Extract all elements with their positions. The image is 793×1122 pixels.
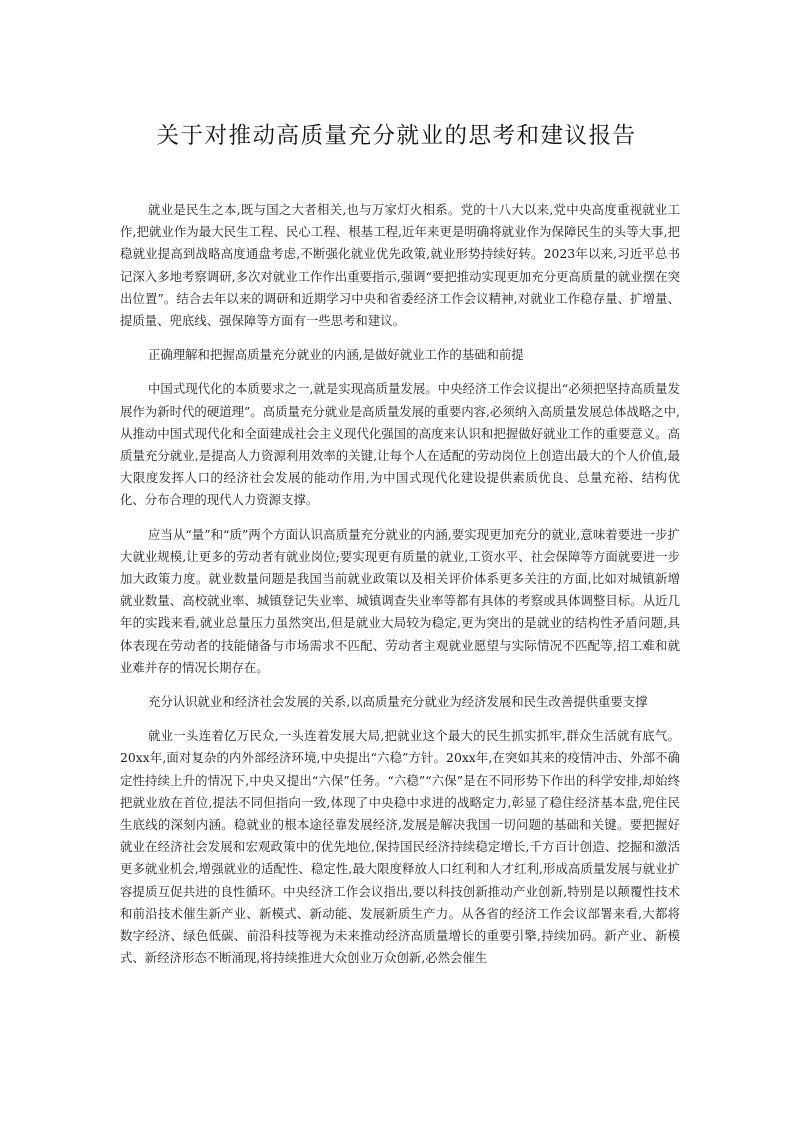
section-heading-connotation: 正确理解和把握高质量充分就业的内涵,是做好就业工作的基础和前提: [148, 347, 524, 363]
section-heading-employment-and-development: 充分认识就业和经济社会发展的关系,以高质量充分就业为经济发展和民生改善提供重要支撑: [148, 694, 648, 710]
paragraph-intro: 就业是民生之本,既与国之大者相关,也与万家灯火相系。党的十八大以来,党中央高度重视就业工作,把就业作为最大民生工程、民心工程、根基工程,近年来更是明确将就业作为保障民生的头等大事,把稳就业提高到战略高度通盘考虑,不断强化就业优先政策,就业形势持续好转。2023年以来,习近平总书记深入多地考察调研,多次对就业工作作出重要指示,强调“要把推动实现更加充分更高质量的就业摆在突出位置”。结合去年以来的调研和近期学习中央和省委经济工作会议精神,对就业工作稳存量、扩增量、提质量、兜底线、强保障等方面有一些思考和建议。: [120, 202, 680, 329]
paragraph-quantity-and-quality: 应当从“量”和“质”两个方面认识高质量充分就业的内涵,要实现更加充分的就业,意味着要进一步扩大就业规模,让更多的劳动者有就业岗位;要实现更有质量的就业,工资水平、社会保障等方面就要进一步加大政策力度。就业数量问题是我国当前就业政策以及相关评价体系更多关注的方面,比如对城镇新增就业数量、高校就业率、城镇登记失业率、城镇调查失业率等都有具体的考察或具体调整目标。从近几年的实践来看,就业总量压力虽然突出,但是就业大局较为稳定,更为突出的是就业的结构性矛盾问题,具体表现在劳动者的技能储备与市场需求不匹配、劳动者主观就业愿望与实际情况不匹配等,招工难和就业难并存的情况长期存在。: [120, 526, 680, 675]
paragraph-employment-livelihood: 就业一头连着亿万民众,一头连着发展大局,把就业这个最大的民生抓实抓牢,群众生活就有底气。20xx年,面对复杂的内外部经济环境,中央提出“六稳”方针。20xx年,在突如其来的疫情冲击、外部不确定性持续上升的情况下,中央又提出“六保”任务。“六稳”“六保”是在不同形势下作出的科学安排,却始终把就业放在首位,提法不同但指向一致,体现了中央稳中求进的战略定力,彰显了稳住经济基本盘,兜住民生底线的深刻内涵。稳就业的根本途径靠发展经济,发展是解决我国一切问题的基础和关键。要把握好就业在经济社会发展和宏观政策中的优先地位,保持国民经济持续稳定增长,千方百计创造、挖掘和激活更多就业机会,增强就业的适配性、稳定性,最大限度释放人口红利和人才红利,形成高质量发展与就业扩容提质互促共进的良性循环。中央经济工作会议指出,要以科技创新推动产业创新,特别是以颠覆性技术和前沿技术催生新产业、新模式、新动能、发展新质生产力。从各省的经济工作会议部署来看,大都将数字经济、绿色低碳、前沿科技等视为未来推动经济高质量增长的重要引擎,持续加码。新产业、新模式、新经济形态不断涌现,将持续推进大众创业万众创新,必然会催生: [120, 728, 680, 966]
document-body: [120, 199, 680, 982]
document-title: 关于对推动高质量充分就业的思考和建议报告: [156, 123, 637, 149]
paragraph-high-quality-development: 中国式现代化的本质要求之一,就是实现高质量发展。中央经济工作会议提出“必须把坚持高质量发展作为新时代的硬道理”。高质量充分就业是高质量发展的重要内容,必须纳入高质量发展总体战略之中,从推动中国式现代化和全面建成社会主义现代化强国的高度来认识和把握做好就业工作的重要意义。高质量充分就业,是提高人力资源利用效率的关键,让每个人在适配的劳动岗位上创造出最大的个人价值,最大限度发挥人口的经济社会发展的能动作用,为中国式现代化建设提供素质优良、总量充裕、结构优化、分布合理的现代人力资源支撑。: [120, 381, 680, 508]
